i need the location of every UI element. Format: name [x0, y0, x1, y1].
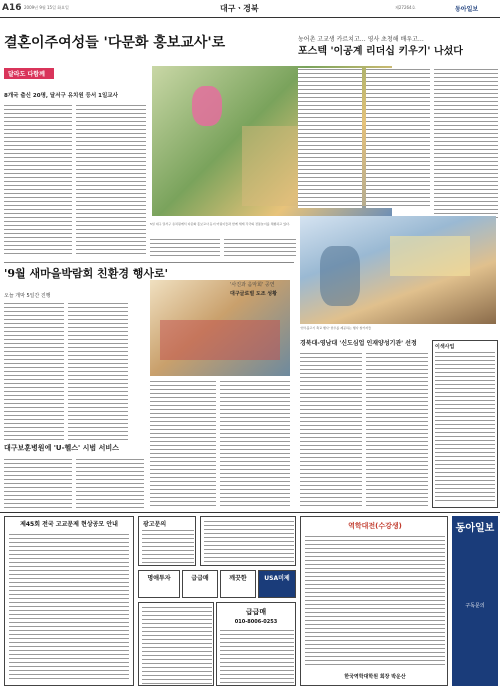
- academy-footer: 한국역학대학원 회장 박운산: [344, 674, 406, 680]
- main-headline: 결혼이주여성들 '다문화 홍보교사'로: [4, 35, 226, 51]
- page-number: A16: [2, 3, 22, 13]
- hospital-body-col1: [4, 458, 72, 508]
- issue-date: 2009년 9월 15일 화요일: [24, 5, 69, 10]
- newspaper-brand: 동아일보: [455, 6, 479, 13]
- page-header: [0, 2, 500, 16]
- usa-title: USA미제: [264, 575, 290, 582]
- issue-number: 제27264호: [395, 5, 416, 10]
- classified-box: [138, 516, 196, 566]
- main-photo-caption: 5일 대구 달서구 유치원에서 다문화 홍보교사 등이 어린이들과 함께 세계 각국의 전통놀이를 체험하고 있다.: [150, 222, 290, 226]
- donga-brand: 동아일보: [455, 523, 495, 534]
- right-top-headline: 포스텍 '이공계 리더십 키우기' 나섰다: [298, 46, 463, 57]
- hospital-body-col2: [76, 458, 144, 508]
- cleaning-ad: [220, 570, 256, 598]
- right-photo: [300, 216, 496, 324]
- academy-body: [305, 535, 445, 665]
- moving2-phone: 010-8006-0253: [234, 619, 278, 625]
- main-subhead: 8개국 출신 20명, 달서구 유치원 등서 1일교사: [4, 93, 118, 99]
- brief-box: [432, 340, 498, 508]
- series-label: 달라도 다함께: [8, 71, 45, 78]
- section-title: 대구ㆍ경북: [220, 4, 259, 13]
- moving2-ad: [216, 602, 296, 686]
- academy-title: 역학대전(수강생): [348, 522, 402, 530]
- main-body-col4: [224, 238, 296, 256]
- gyeongbuk-body-col1: [300, 352, 362, 508]
- realestate-ad: [200, 516, 296, 566]
- main-body-col3: [150, 238, 220, 256]
- realestate2-ad: [138, 570, 180, 598]
- right-top-col2: [366, 68, 430, 208]
- right-top-kicker: 농어촌 고교생 카르치고… 영사 초청해 배우고…: [298, 36, 424, 43]
- brief-label: 이색사업: [435, 344, 455, 350]
- mixed-ad: [138, 602, 214, 686]
- classified-label: 광고문의: [143, 521, 167, 528]
- school-ad-title: 제45회 전국 고교문제 현상공모 안내: [20, 521, 118, 528]
- right-top-col3: [434, 68, 498, 218]
- donga-ad: [452, 516, 498, 686]
- culture-headline: 대구글로벌 도조 성황: [230, 291, 277, 297]
- brief-body: [435, 351, 495, 503]
- academy-ad: [300, 516, 448, 686]
- expo-body-col3: [150, 380, 216, 508]
- expo-body-col2: [68, 302, 128, 440]
- expo-subhead: 오늘 개막 5일간 진행: [4, 293, 51, 299]
- moving-title: 급급매: [191, 575, 209, 582]
- expo-headline: '9월 새마을박람회 친환경 행사로': [4, 267, 169, 280]
- classified-body: [142, 529, 194, 563]
- right-photo-caption: '한우불고기 축교 행사' 한우를 제공하는 행사 참가자들: [300, 326, 372, 330]
- header-rule: [0, 17, 500, 18]
- mixed-ad-body: [142, 606, 212, 684]
- cleaning-title: 깨끗한: [229, 575, 247, 582]
- realestate2-title: 명애투자: [147, 575, 171, 582]
- main-body-col2: [76, 104, 146, 254]
- gyeongbuk-body-col2: [366, 352, 428, 508]
- school-ad: [4, 516, 134, 686]
- culture-body: [220, 380, 290, 508]
- section-rule: [4, 262, 294, 263]
- ads-rule: [0, 512, 500, 513]
- moving2-body: [220, 629, 294, 684]
- hospital-headline: 대구보훈병원에 'U-헬스' 시범 서비스: [4, 444, 119, 452]
- moving-ad: [182, 570, 218, 598]
- school-ad-body: [9, 533, 129, 679]
- culture-kicker: '사진과 음악회' 공연: [230, 282, 275, 288]
- right-top-col1: [298, 68, 362, 208]
- expo-body-col1: [4, 302, 64, 440]
- moving2-title: 급급매: [245, 608, 267, 616]
- usa-ad: [258, 570, 296, 598]
- main-body-col1: [4, 104, 72, 254]
- donga-subscribe: 구독문의: [465, 603, 485, 609]
- gyeongbuk-headline: 경북대-영남대 '신도심업 인재양성기관' 선정: [300, 340, 417, 347]
- realestate-body: [204, 520, 294, 564]
